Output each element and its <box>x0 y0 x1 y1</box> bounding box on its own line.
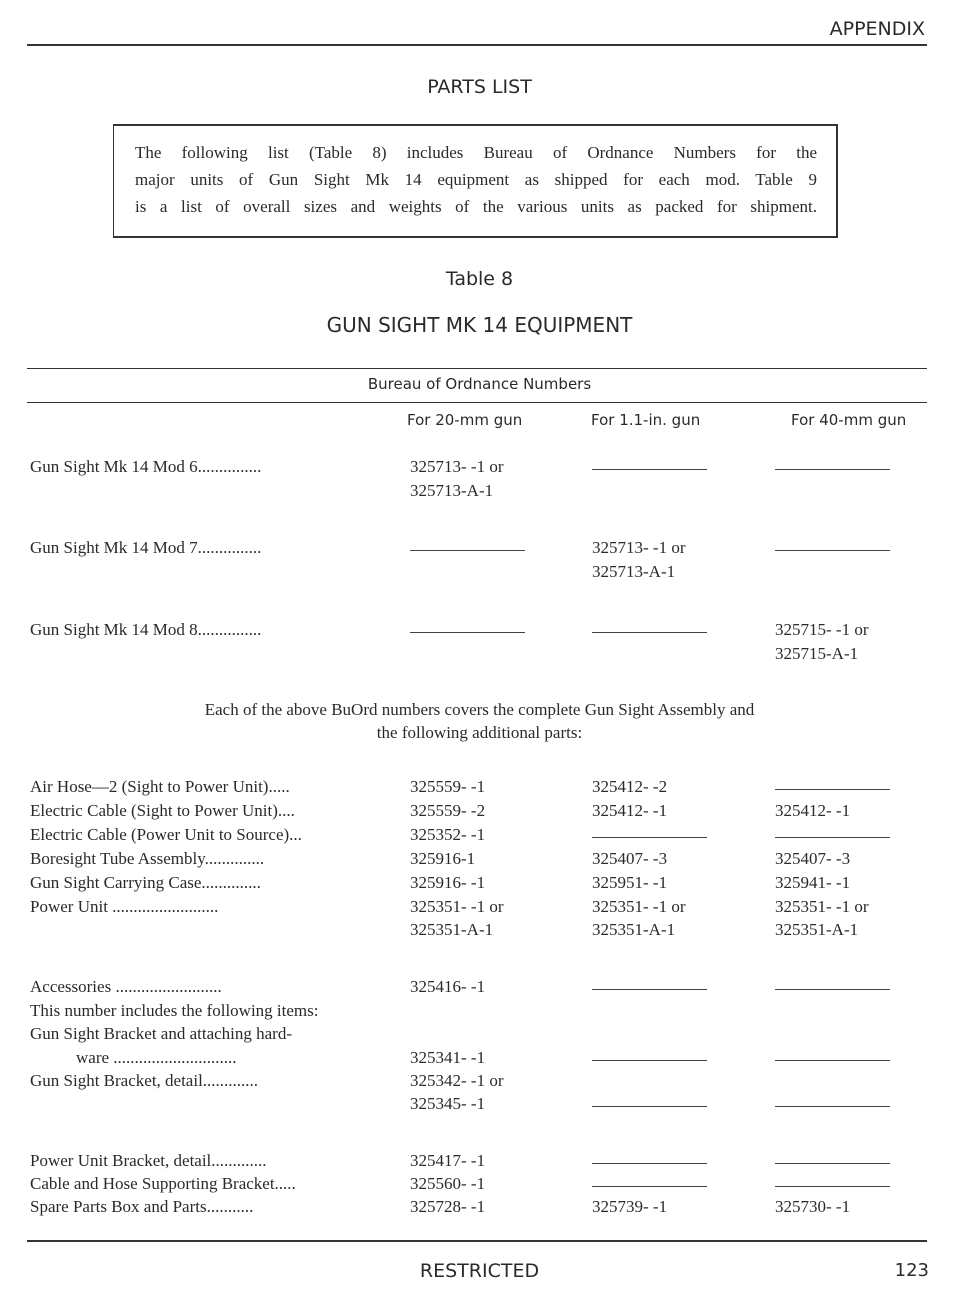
cell-value: 325730- -1 <box>775 1197 851 1216</box>
cell-value: 325715-A-1 <box>775 644 859 663</box>
cell-value: 325351-A-1 <box>775 920 859 939</box>
intro-text <box>135 139 817 220</box>
row-label: Accessories ......................... <box>30 977 222 996</box>
empty-cell-rule <box>592 989 707 990</box>
empty-cell-rule <box>775 789 890 790</box>
cell-value: 325342- -1 or <box>410 1071 504 1090</box>
cell-value: 325715- -1 or <box>775 620 869 639</box>
cell-value: 325713- -1 or <box>592 538 686 557</box>
empty-cell-rule <box>775 1163 890 1164</box>
empty-cell-rule <box>592 1106 707 1107</box>
classification-marking: RESTRICTED <box>419 1260 540 1282</box>
empty-cell-rule <box>410 632 525 633</box>
page-number: 123 <box>894 1260 929 1281</box>
cell-value: 325713-A-1 <box>592 562 676 581</box>
cell-value: 325713- -1 or <box>410 457 504 476</box>
cell-value: 325352- -1 <box>410 825 486 844</box>
row-label: Gun Sight Mk 14 Mod 8............... <box>30 620 262 639</box>
empty-cell-rule <box>592 469 707 470</box>
cell-value: 325417- -1 <box>410 1151 486 1170</box>
row-label: Gun Sight Bracket, detail............. <box>30 1071 259 1090</box>
cell-value: 325407- -3 <box>775 849 851 868</box>
cell-value: 325739- -1 <box>592 1197 668 1216</box>
empty-cell-rule <box>592 1186 707 1187</box>
empty-cell-rule <box>775 469 890 470</box>
page-title: PARTS LIST <box>427 76 532 98</box>
cell-value: 325559- -2 <box>410 801 486 820</box>
empty-cell-rule <box>775 989 890 990</box>
cell-value: 325351-A-1 <box>410 920 494 939</box>
cell-value: 325412- -1 <box>592 801 668 820</box>
cell-value: 325341- -1 <box>410 1048 486 1067</box>
row-label: Gun Sight Bracket and attaching hard- <box>30 1024 293 1043</box>
row-label: Gun Sight Mk 14 Mod 7............... <box>30 538 262 557</box>
empty-cell-rule <box>410 550 525 551</box>
cell-value: 325412- -1 <box>775 801 851 820</box>
column-header-1-1in: For 1.1-in. gun <box>591 411 701 429</box>
cell-value: 325412- -2 <box>592 777 668 796</box>
row-label: Spare Parts Box and Parts........... <box>30 1197 254 1216</box>
footer-rule <box>27 1240 927 1242</box>
intro-line: is a list of overall sizes and weights of the various units as packed for shipment. <box>135 197 817 216</box>
empty-cell-rule <box>592 1060 707 1061</box>
cell-value: 325713-A-1 <box>410 481 494 500</box>
intro-line: major units of Gun Sight Mk 14 equipment as shipped for each mod. Table 9 <box>135 170 817 189</box>
empty-cell-rule <box>775 837 890 838</box>
empty-cell-rule <box>775 1106 890 1107</box>
column-header-20mm: For 20-mm gun <box>407 411 523 429</box>
empty-cell-rule <box>592 837 707 838</box>
empty-cell-rule <box>592 1163 707 1164</box>
table-top-rule <box>27 368 927 369</box>
row-label: Air Hose—2 (Sight to Power Unit)..... <box>30 777 290 796</box>
row-label: ware ............................. <box>76 1048 237 1067</box>
empty-cell-rule <box>775 1060 890 1061</box>
section-header: APPENDIX <box>829 18 925 40</box>
header-rule <box>27 44 927 46</box>
row-label: Gun Sight Mk 14 Mod 6............... <box>30 457 262 476</box>
note-line: Each of the above BuOrd numbers covers the complete Gun Sight Assembly and <box>204 700 755 719</box>
cell-value: 325941- -1 <box>775 873 851 892</box>
cell-value: 325728- -1 <box>410 1197 486 1216</box>
intro-line: The following list (Table 8) includes Bureau of Ordnance Numbers for the <box>135 143 817 162</box>
group-header-rule <box>27 402 927 403</box>
cell-value: 325951- -1 <box>592 873 668 892</box>
row-label: Gun Sight Carrying Case.............. <box>30 873 261 892</box>
cell-value: 325351- -1 or <box>410 897 504 916</box>
table-number: Table 8 <box>445 268 514 290</box>
cell-value: 325916-1 <box>410 849 476 868</box>
row-label: This number includes the following items: <box>30 1001 319 1020</box>
row-label: Electric Cable (Sight to Power Unit).... <box>30 801 295 820</box>
cell-value: 325560- -1 <box>410 1174 486 1193</box>
row-label: Power Unit ......................... <box>30 897 219 916</box>
row-label: Cable and Hose Supporting Bracket..... <box>30 1174 296 1193</box>
cell-value: 325559- -1 <box>410 777 486 796</box>
empty-cell-rule <box>775 1186 890 1187</box>
empty-cell-rule <box>592 632 707 633</box>
cell-value: 325351-A-1 <box>592 920 676 939</box>
table-title: GUN SIGHT MK 14 EQUIPMENT <box>326 313 633 337</box>
note-line: the following additional parts: <box>376 723 583 742</box>
row-label: Power Unit Bracket, detail............. <box>30 1151 267 1170</box>
table-note <box>0 698 959 744</box>
group-header: Bureau of Ordnance Numbers <box>367 375 592 393</box>
column-header-40mm: For 40-mm gun <box>791 411 907 429</box>
cell-value: 325345- -1 <box>410 1094 486 1113</box>
cell-value: 325351- -1 or <box>592 897 686 916</box>
empty-cell-rule <box>775 550 890 551</box>
cell-value: 325416- -1 <box>410 977 486 996</box>
cell-value: 325916- -1 <box>410 873 486 892</box>
row-label: Electric Cable (Power Unit to Source)... <box>30 825 302 844</box>
cell-value: 325351- -1 or <box>775 897 869 916</box>
cell-value: 325407- -3 <box>592 849 668 868</box>
row-label: Boresight Tube Assembly.............. <box>30 849 265 868</box>
